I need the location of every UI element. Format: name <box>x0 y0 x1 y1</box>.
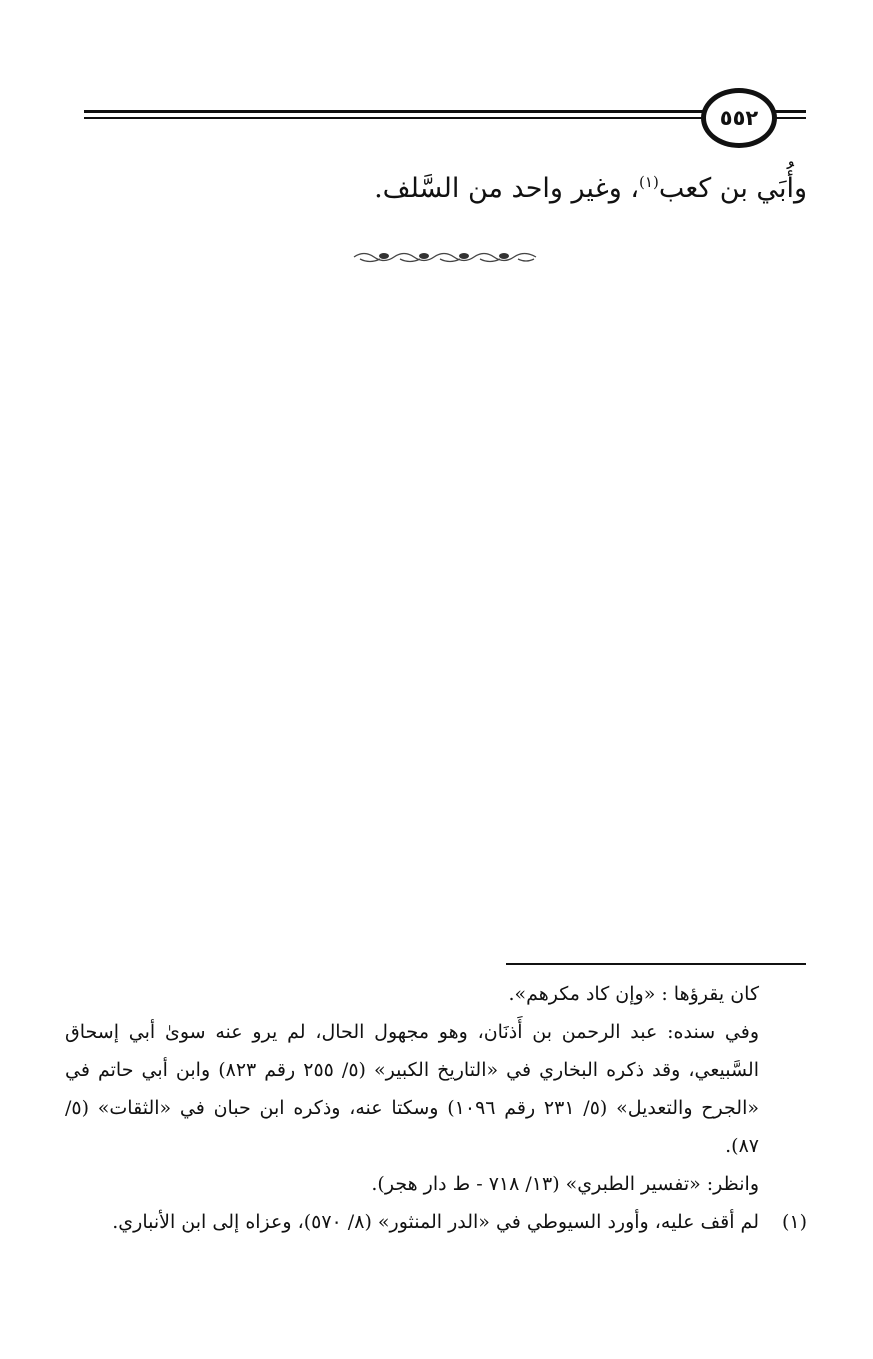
footnote-separator <box>506 963 806 965</box>
main-text-segment: ، وغير واحد من السَّلف. <box>374 173 640 204</box>
footnote-ref-marker: (١) <box>639 173 659 191</box>
footnote-continued-line: كان يقرؤها : «وإن كاد مكرهم». <box>508 983 759 1005</box>
section-divider-ornament <box>352 248 538 264</box>
footnote-entry <box>65 1203 807 1241</box>
footnote-continued-line: وفي سنده: عبد الرحمن بن أَذنَان، وهو مجهول الحال، لم يرو عنه سوىٰ أبي إسحاق السَّبيعي، وقد ذكره البخاري في «التاريخ الكبير» (٥/ ٢٥٥ رقم ٨٢٣) وابن أبي حاتم في «الجرح والتعديل» (٥/ ٢٣١ رقم ١٠٩٦) وسكتا عنه، وذكره ابن حبان في «الثقات» (٥/ ٨٧). <box>65 1021 759 1157</box>
footnote-text: لم أقف عليه، وأورد السيوطي في «الدر المنثور» (٨/ ٥٧٠)، وعزاه إلى ابن الأنباري. <box>112 1211 759 1233</box>
header-rule <box>84 110 806 124</box>
page-number: ٥٥٢ <box>701 88 777 148</box>
footnote-continued-line: وانظر: «تفسير الطبري» (١٣/ ٧١٨ - ط دار هجر). <box>371 1173 759 1195</box>
footnote-number: (١) <box>781 1211 807 1233</box>
header-rule-line <box>84 117 806 119</box>
main-text-segment: وأُبَي بن كعب <box>658 173 807 204</box>
header-rule-line <box>84 110 806 113</box>
footnotes <box>65 975 807 1241</box>
main-text <box>67 160 807 211</box>
